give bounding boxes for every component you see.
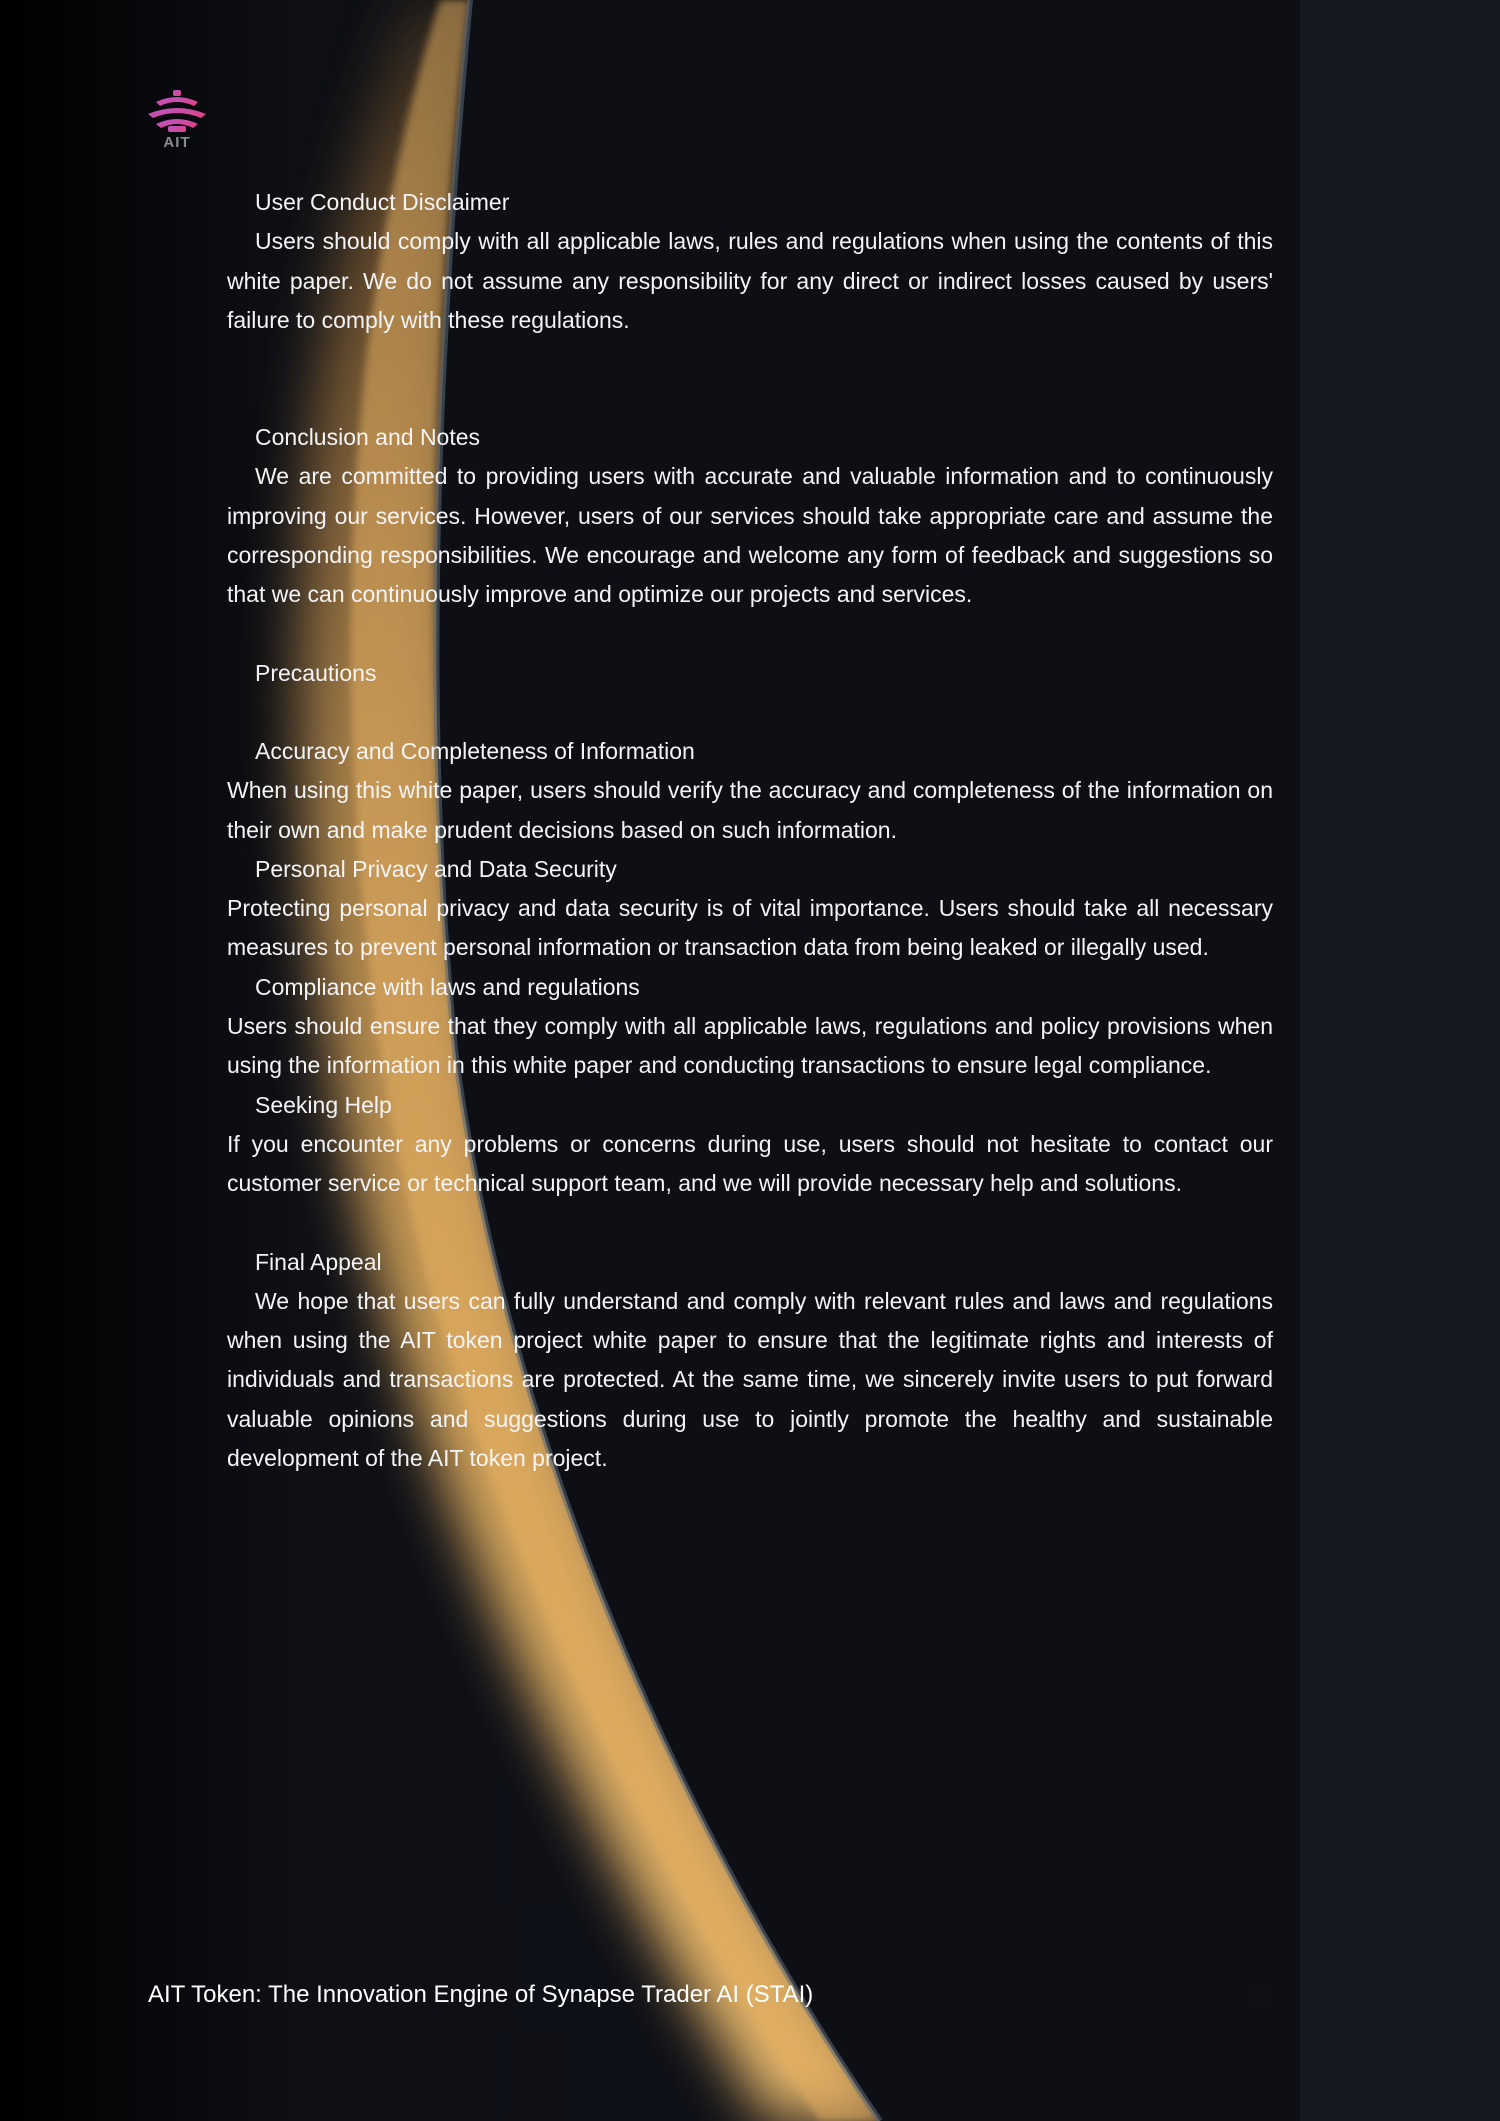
section-final-appeal bbox=[227, 1243, 1273, 1479]
section-heading: Personal Privacy and Data Security bbox=[255, 855, 617, 882]
spacer bbox=[227, 615, 1273, 654]
section-paragraph: We are committed to providing users with accurate and valuable information and to continuously improving our services. However, users of our services should take appropriate care and assume the corresponding responsibilities. We encourage and welcome any form of feedback and suggestions so that we can continuously improve and optimize our projects and services. bbox=[227, 463, 1273, 608]
section-compliance bbox=[227, 968, 1273, 1086]
document-body bbox=[227, 183, 1273, 1478]
section-conclusion-notes bbox=[227, 418, 1273, 614]
section-user-conduct bbox=[227, 183, 1273, 340]
section-accuracy bbox=[227, 732, 1273, 850]
page-number: 26 bbox=[1246, 1981, 1273, 2008]
company-logo bbox=[142, 88, 212, 154]
section-heading: Final Appeal bbox=[255, 1248, 382, 1275]
section-precautions bbox=[227, 654, 1273, 693]
section-seeking-help bbox=[227, 1086, 1273, 1204]
spacer bbox=[227, 1204, 1273, 1243]
section-paragraph: Users should comply with all applicable laws, rules and regulations when using the contents of this white paper. We do not assume any responsibility for any direct or indirect losses caused by users' failure to comply with these regulations. bbox=[227, 228, 1273, 333]
section-paragraph: We hope that users can fully understand and comply with relevant rules and laws and regulations when using the AIT token project white paper to ensure that the legitimate rights and interests of individuals and transactions are protected. At the same time, we sincerely invite users to put forward valuable opinions and suggestions during use to jointly promote the healthy and sustainable development of the AIT token project. bbox=[227, 1287, 1273, 1472]
footer-title: AIT Token: The Innovation Engine of Synapse Trader AI (STAI) bbox=[148, 1981, 814, 2008]
section-paragraph: Users should ensure that they comply with all applicable laws, regulations and policy provisions when using the information in this white paper and conducting transactions to ensure legal compliance. bbox=[227, 1013, 1273, 1079]
section-paragraph: When using this white paper, users should verify the accuracy and completeness of the information on their own and make prudent decisions based on such information. bbox=[227, 777, 1273, 843]
spacer bbox=[227, 340, 1273, 418]
section-heading: Accuracy and Completeness of Information bbox=[255, 737, 695, 764]
section-heading: Compliance with laws and regulations bbox=[255, 973, 640, 1000]
spacer bbox=[227, 693, 1273, 732]
section-paragraph: If you encounter any problems or concerns during use, users should not hesitate to contact our customer service or technical support team, and we will provide necessary help and solutions. bbox=[227, 1130, 1273, 1197]
section-heading: Precautions bbox=[255, 659, 377, 686]
section-heading: Conclusion and Notes bbox=[255, 424, 481, 451]
logo-wordmark: AIT bbox=[163, 134, 191, 151]
section-privacy bbox=[227, 850, 1273, 968]
section-paragraph: Protecting personal privacy and data security is of vital importance. Users should take all necessary measures to prevent personal information or transaction data from being leaked or illegally used. bbox=[227, 895, 1273, 961]
section-heading: Seeking Help bbox=[255, 1091, 392, 1118]
pagoda-logo-icon bbox=[142, 88, 212, 134]
section-heading: User Conduct Disclaimer bbox=[255, 189, 510, 215]
